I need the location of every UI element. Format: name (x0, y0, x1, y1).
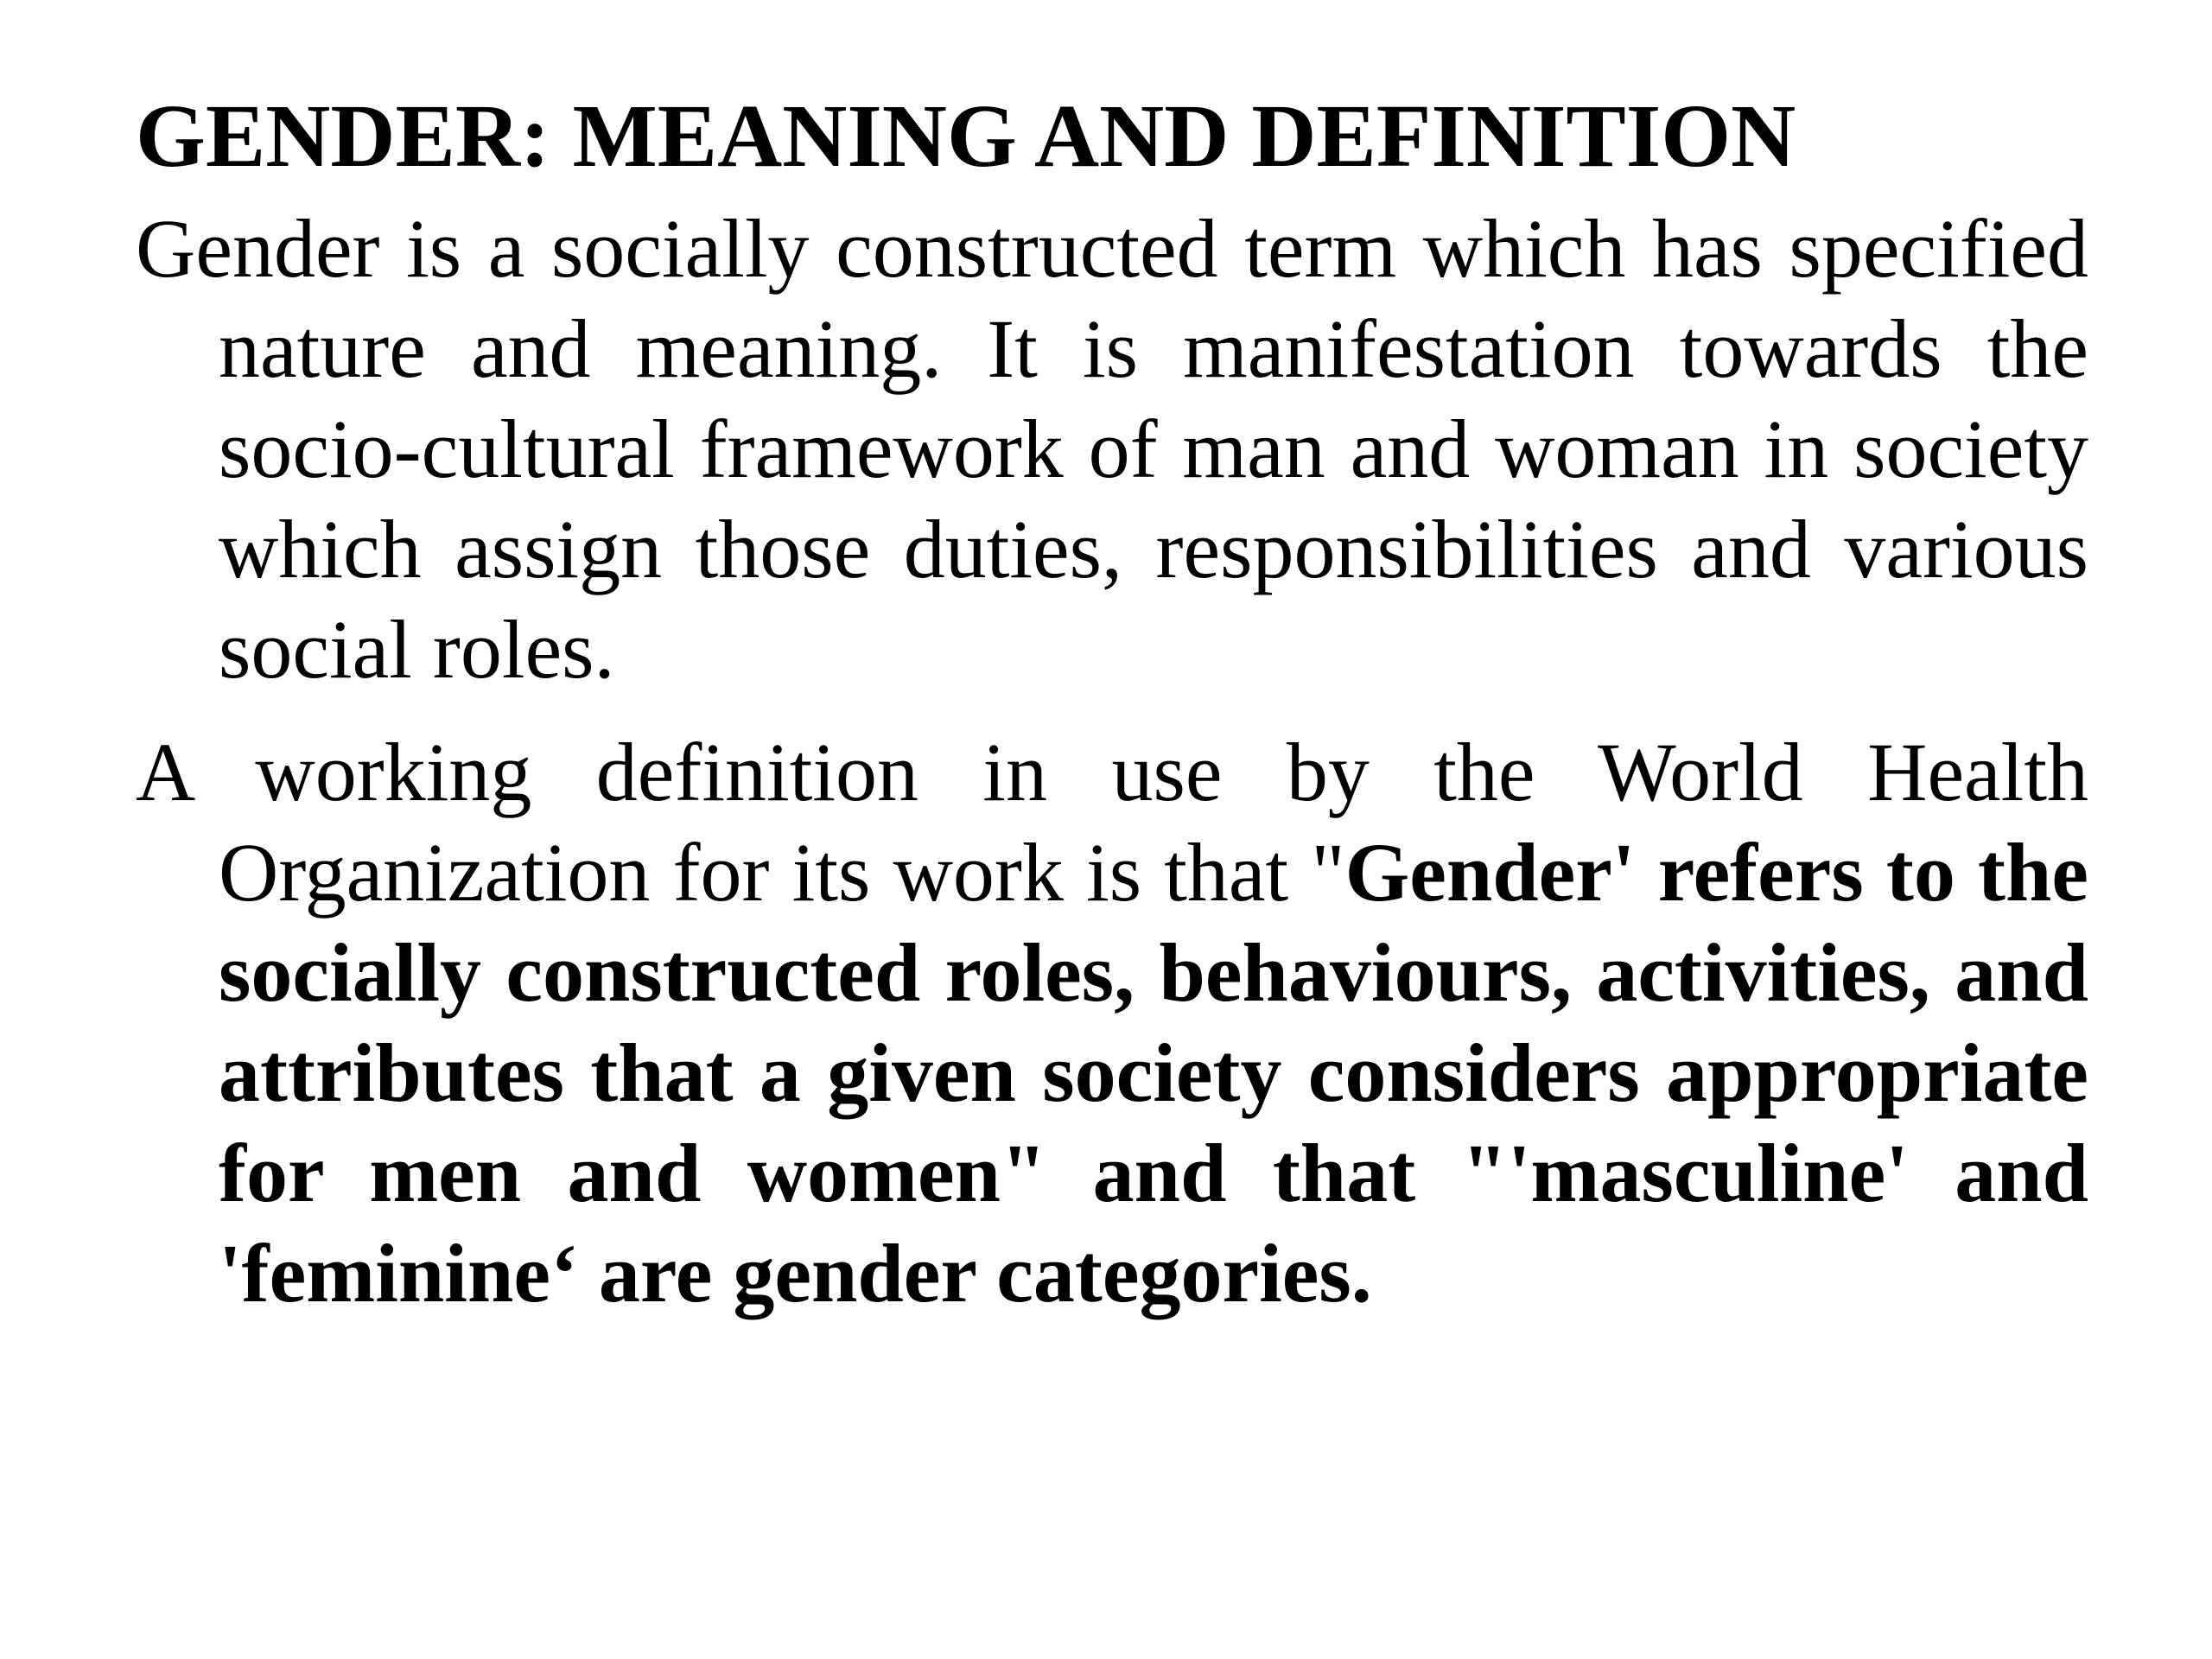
slide-content (136, 85, 2088, 1346)
who-definition-quote: Gender' refers to the socially constructed roles, behaviours, activities, and attributes that a given society considers appropriate for men and women" and that "'masculine' and 'feminine‘ are gender categories. (219, 826, 2089, 1319)
slide-title: GENDER: MEANING AND DEFINITION (136, 86, 1796, 186)
paragraph-who-definition (136, 722, 2088, 1324)
paragraph-gender-meaning: Gender is a socially constructed term which has specified nature and meaning. It is manifestation towards the socio-cultural framework of man and woman in society which assign those duties, responsibilities and various social roles. (136, 202, 2088, 696)
who-definition-lead: A working definition in use by the World Health Organization for its work is that " (136, 726, 2088, 918)
